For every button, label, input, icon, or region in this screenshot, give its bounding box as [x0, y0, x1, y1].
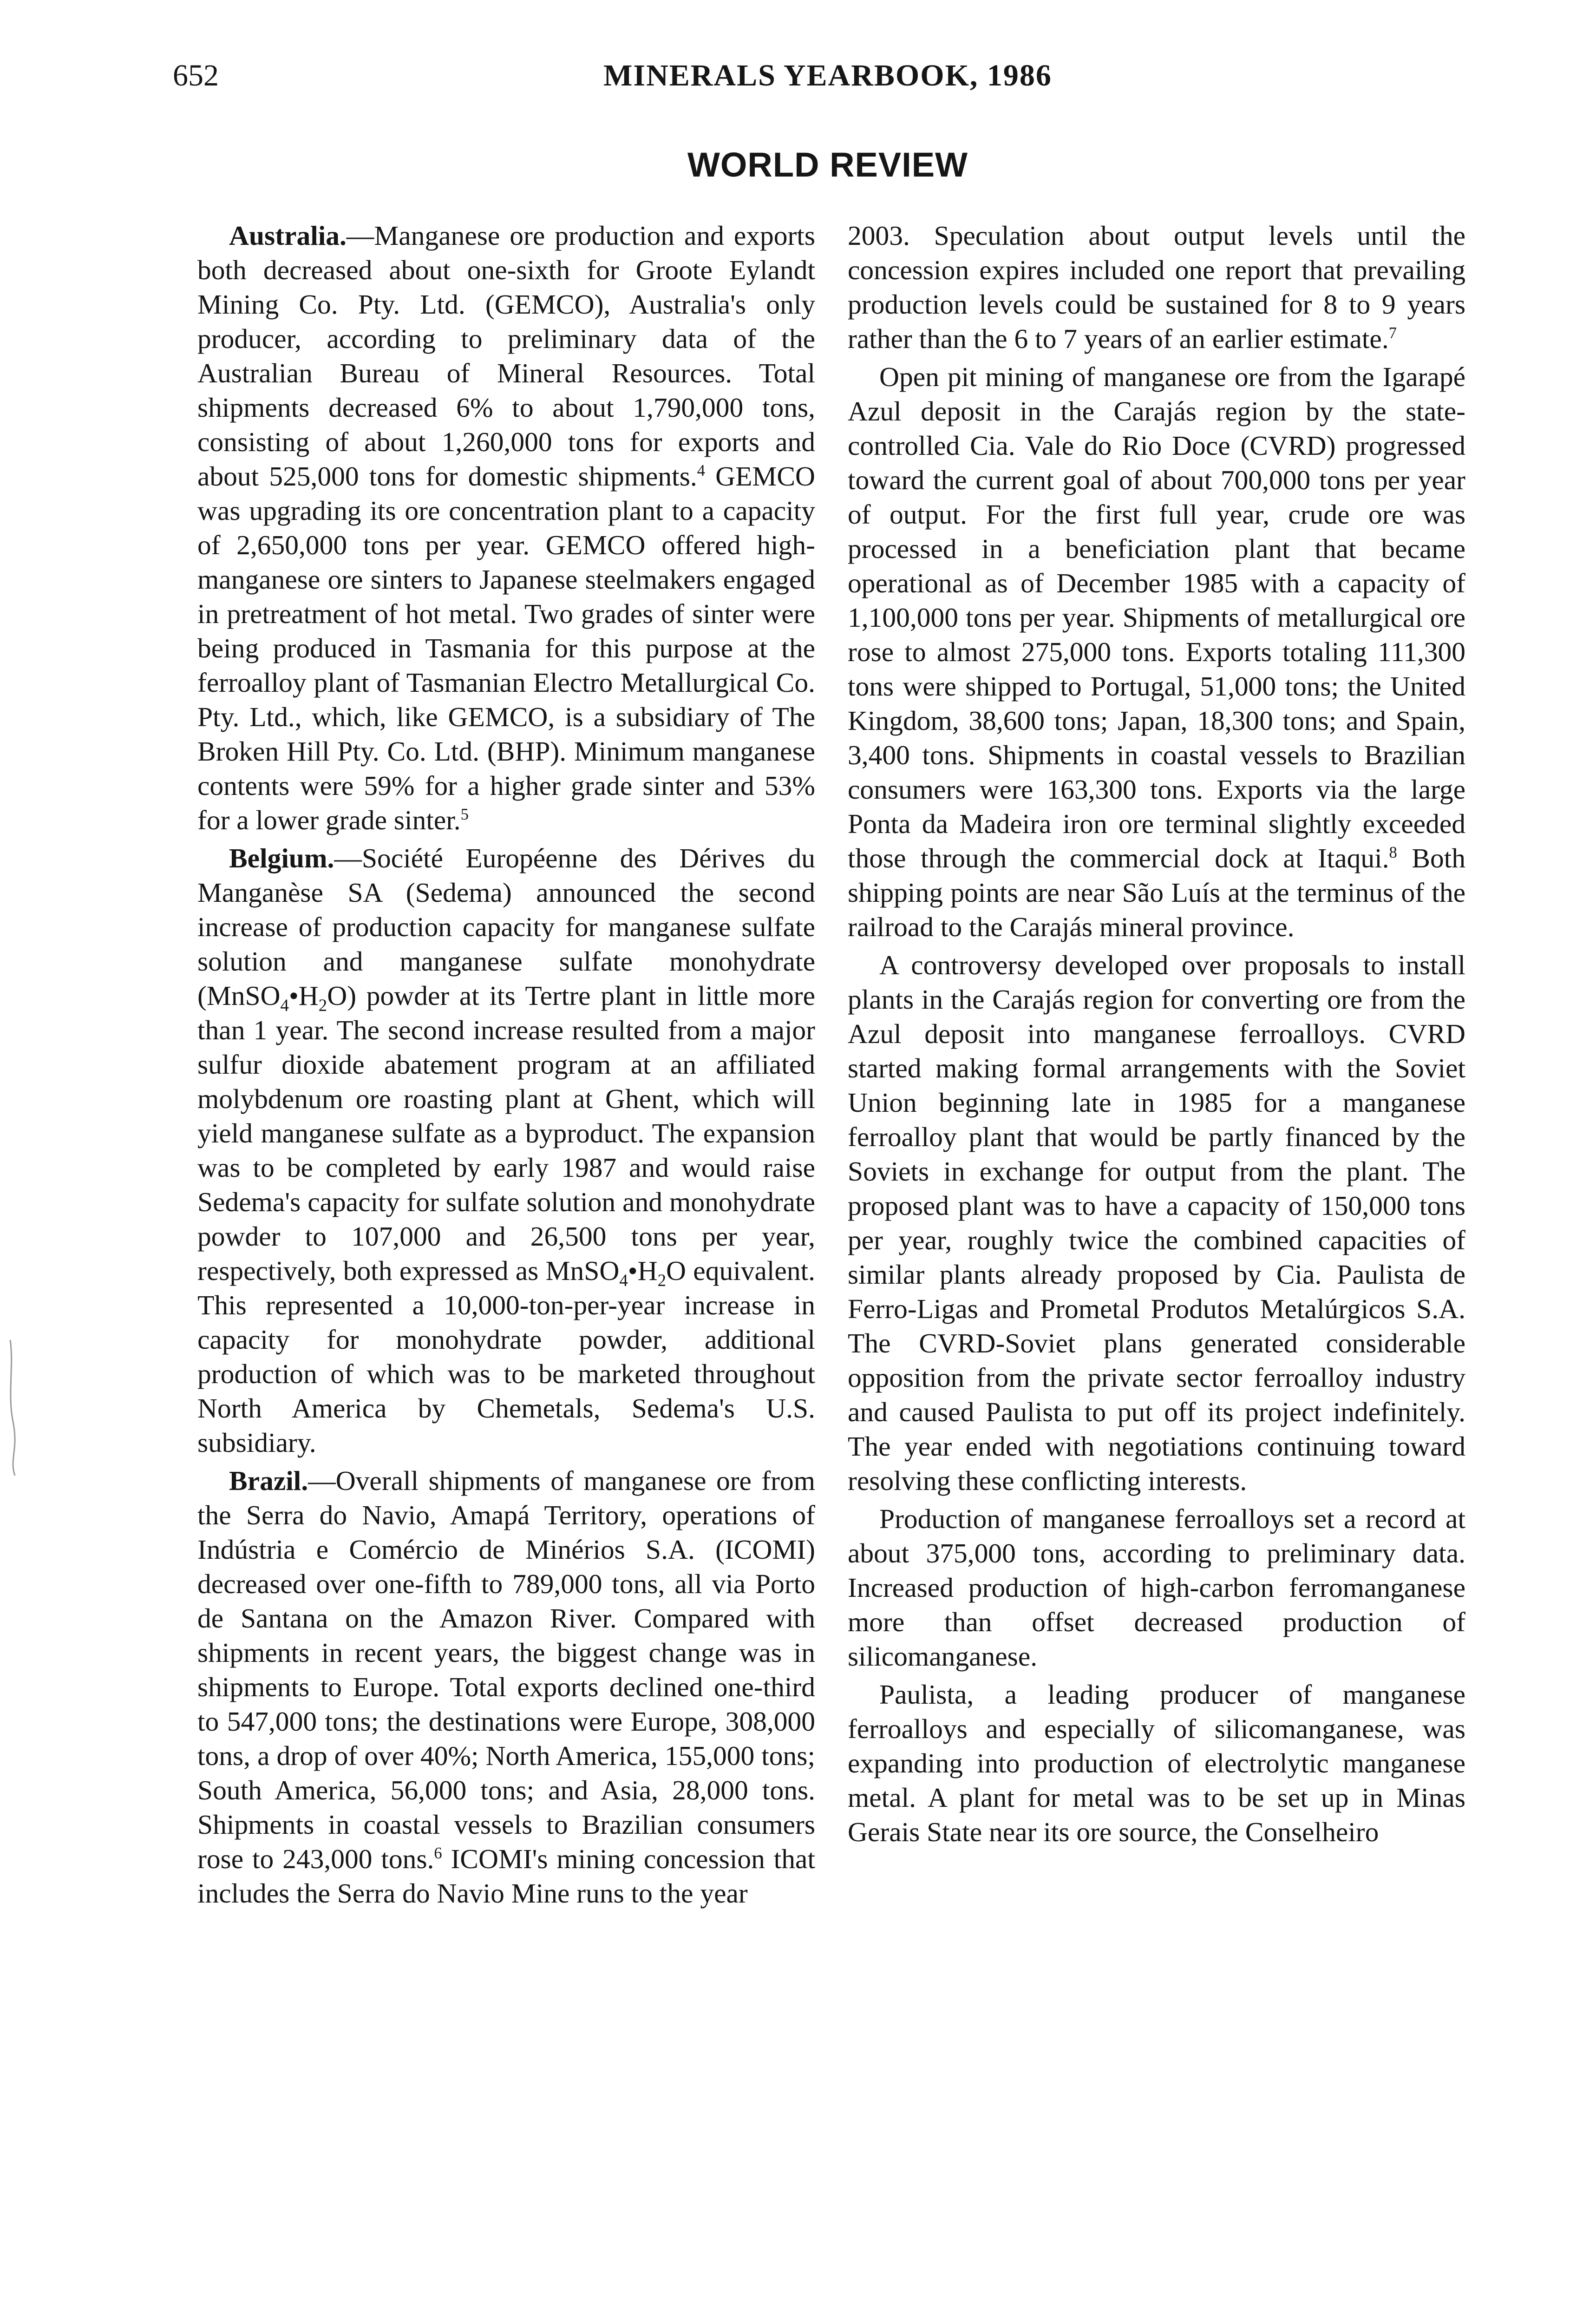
country-heading-brazil: Brazil. [229, 1465, 308, 1496]
left-column [197, 218, 815, 2323]
brazil-text-1: —Overall shipments of manganese ore from the Serra do Navio, Amapá Territory, operations of Indústria e Comércio de Minérios S.A. (ICOMI) decreased over one-fifth to 789,000 tons, all via Porto de Santana on the Amazon River. Compared with shipments in recent years, the biggest change was in shipments to Europe. Total exports declined one-third to 547,000 tons; the destinations were Europe, 308,000 tons, a drop of over 40%; North America, 155,000 tons; South America, 56,000 tons; and Asia, 28,000 tons. Shipments in coastal vessels to Brazilian consumers rose to 243,000 tons. [197, 1465, 815, 1874]
running-header [173, 55, 1483, 97]
open-pit-text-2: Both shipping points are near São Luís at the terminus of the railroad to the Carajás mineral province. [848, 843, 1465, 942]
concession-text: 2003. Speculation about output levels until the concession expires included one report that prevailing production levels could be sustained for 8 to 9 years rather than the 6 to 7 years of an earlier estimate. [848, 220, 1465, 354]
paragraph-ferroalloy-production: Production of manganese ferroalloys set a record at about 375,000 tons, according to preliminary data. Increased production of high-carbon ferromanganese more than offset decreased production of silicomanganese. [848, 1503, 1465, 1672]
margin-pencil-stroke [10, 1340, 15, 1476]
right-column [848, 218, 1465, 2323]
belgium-text-1: —Société Européenne des Dérives du Manganèse SA (Sedema) announced the second increase of production capacity for manganese sulfate solution and manganese sulfate monohydrate (MnSO [197, 843, 815, 1011]
belgium-text-5: O equivalent. This represented a 10,000-ton-per-year increase in capacity for monohydrate powder, additional production of which was to be marketed throughout North America by Chemetals, Sedema's U.S. subsidiary. [197, 1255, 815, 1458]
paragraph-paulista: Paulista, a leading producer of manganese ferroalloys and especially of silicomanganese, was expanding into production of electrolytic manganese metal. A plant for metal was to be set up in Minas Gerais State near its ore source, the Conselheiro [848, 1679, 1465, 1847]
paragraph-concession-continued [848, 218, 1465, 356]
footnote-ref-5: 5 [460, 806, 469, 824]
paragraph-australia [197, 218, 815, 837]
subscript: 2 [657, 1270, 667, 1290]
paragraph-controversy: A controversy developed over proposals to install plants in the Carajás region for converting ore from the Azul deposit into manganese ferroalloys. CVRD started making formal arrangements with the Soviet Union beginning late in 1985 for a manganese ferroalloy plant that would be partly financed by the Soviets in exchange for output from the plant. The proposed plant was to have a capacity of 150,000 tons per year, roughly twice the combined capacities of similar plants already proposed by Cia. Paulista de Ferro-Ligas and Prometal Produtos Metalúrgicos S.A. The CVRD-Soviet plans generated considerable opposition from the private sector ferroalloy industry and caused Paulista to put off its project indefinitely. The year ended with negotiations continuing toward resolving these conflicting interests. [848, 950, 1465, 1496]
paragraph-belgium [197, 841, 815, 1460]
section-title: WORLD REVIEW [687, 145, 968, 184]
brazil-text-2: ICOMI's mining concession that includes the Serra do Navio Mine runs to the year [197, 1844, 815, 1909]
belgium-text-3: O) powder at its Tertre plant in little more than 1 year. The second increase resulted from a major sulfur dioxide abatement program at an affiliated molybdenum ore roasting plant at Ghent, which will yield manganese sulfate as a byproduct. The expansion was to be completed by early 1987 and would raise Sedema's capacity for sulfate solution and monohydrate powder to 107,000 and 26,500 tons per year, respectively, both expressed as MnSO [197, 980, 815, 1286]
subscript: 2 [318, 995, 327, 1015]
margin-pencil-mark [1, 1338, 24, 1477]
belgium-text-2: •H [288, 980, 319, 1011]
australia-text-2: GEMCO was upgrading its ore concentration plant to a capacity of 2,650,000 tons per year. GEMCO offered high-manganese ore sinters to Japanese steelmakers engaged in pretreatment of hot metal. Two grades of sinter were being produced in Tasmania for this purpose at the ferroalloy plant of Tasmanian Electro Metallurgical Co. Pty. Ltd., which, like GEMCO, is a subsidiary of The Broken Hill Pty. Co. Ltd. (BHP). Minimum manganese contents were 59% for a higher grade sinter and 53% for a lower grade sinter. [197, 461, 815, 835]
running-title: MINERALS YEARBOOK, 1986 [603, 59, 1052, 92]
footnote-ref-8: 8 [1389, 844, 1397, 862]
australia-text-1: —Manganese ore production and exports both decreased about one-sixth for Groote Eylandt Mining Co. Pty. Ltd. (GEMCO), Australia's only producer, according to preliminary data of the Australian Bureau of Mineral Resources. Total shipments decreased 6% to about 1,790,000 tons, consisting of about 1,260,000 tons for exports and about 525,000 tons for domestic shipments. [197, 220, 815, 492]
footnote-ref-7: 7 [1388, 324, 1397, 342]
country-heading-australia: Australia. [229, 220, 347, 251]
belgium-text-4: •H [628, 1255, 658, 1286]
footnote-ref-6: 6 [434, 1844, 442, 1863]
open-pit-text-1: Open pit mining of manganese ore from the Igarapé Azul deposit in the Carajás region by the state-controlled Cia. Vale do Rio Doce (CVRD) progressed toward the current goal of about 700,000 tons per year of output. For the first full year, crude ore was processed in a beneficiation plant that became operational as of December 1985 with a capacity of 1,100,000 tons per year. Shipments of metallurgical ore rose to almost 275,000 tons. Exports totaling 111,300 tons were shipped to Portugal, 51,000 tons; the United Kingdom, 38,600 tons; Japan, 18,300 tons; and Spain, 3,400 tons. Shipments in coastal vessels to Brazilian consumers were 163,300 tons. Exports via the large Ponta da Madeira iron ore terminal slightly exceeded those through the commercial dock at Itaqui. [848, 361, 1465, 873]
page-number: 652 [173, 59, 219, 92]
subscript: 4 [619, 1270, 628, 1290]
country-heading-belgium: Belgium. [229, 843, 334, 873]
paragraph-open-pit-mining [848, 360, 1465, 944]
footnote-ref-4: 4 [697, 462, 705, 480]
paragraph-brazil [197, 1463, 815, 1910]
subscript: 4 [280, 995, 289, 1015]
